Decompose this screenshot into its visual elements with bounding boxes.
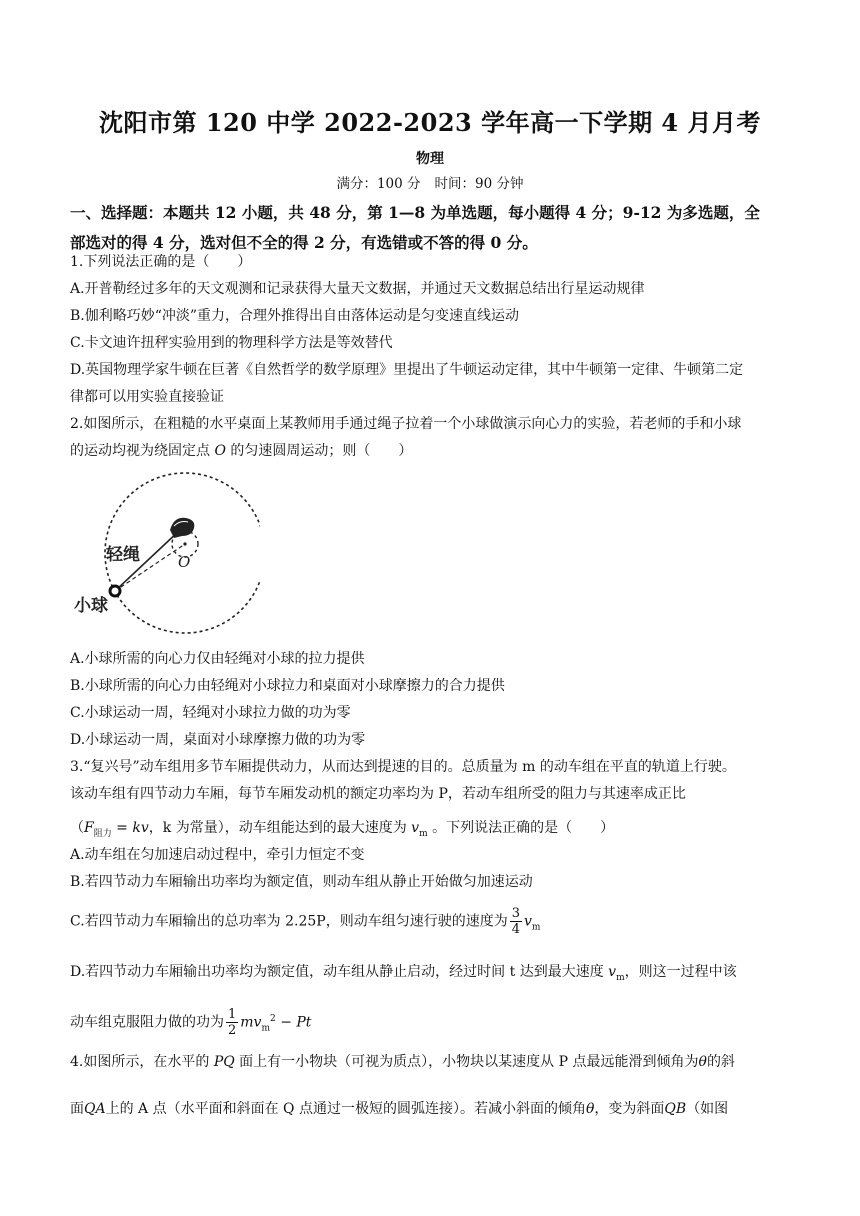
fraction-numerator: 3 xyxy=(511,906,520,921)
q4-line2-text-mid2: ，变为斜面 xyxy=(594,1101,665,1117)
q2-option-b: B.小球所需的向心力由轻绳对小球拉力和桌面对小球摩擦力的合力提供 xyxy=(70,678,505,694)
q2-stem-line1: 2.如图所示，在粗糙的水平桌面上某教师用手通过绳子拉着一个小球做演示向心力的实验，若老师的手和小球 xyxy=(70,416,742,432)
rope-label: 轻绳 xyxy=(106,545,140,565)
q3-paren-open: （ xyxy=(70,820,84,836)
section-heading-line2: 部选对的得 4 分，选对但不全的得 2 分，有选错或不答的得 0 分。 xyxy=(70,233,538,252)
minus-pt: − Pt xyxy=(275,1014,312,1031)
center-point xyxy=(183,542,186,545)
qa-label: QA xyxy=(84,1101,106,1117)
force-subscript: 阻力 xyxy=(93,828,112,839)
q3-option-d-text-end: ，则这一过程中该 xyxy=(624,964,737,980)
section-heading xyxy=(70,198,794,258)
q1-option-d-line2: 律都可以用实验直接验证 xyxy=(70,389,224,405)
exam-title: 沈阳市第 120 中学 2022-2023 学年高一下学期 4 月月考 xyxy=(99,108,761,137)
q3-option-b: B.若四节动力车厢输出功率均为额定值，则动车组从静止开始做匀加速运动 xyxy=(70,874,533,890)
subject-label: 物理 xyxy=(416,151,444,167)
force-equation: = kv xyxy=(111,820,149,836)
q3-option-c xyxy=(70,906,794,937)
q1-option-d-line1: D.英国物理学家牛顿在巨著《自然哲学的数学原理》里提出了牛顿运动定律，其中牛顿第一定律、牛顿第二定 xyxy=(70,362,744,378)
ball-icon xyxy=(110,586,120,596)
q3-option-c-text: C.若四节动力车厢输出的总功率为 2.25P，则动车组匀速行驶的速度为 xyxy=(70,913,508,930)
circular-motion-figure xyxy=(70,468,260,638)
velocity-subscript: m xyxy=(261,1023,271,1034)
hand-icon xyxy=(170,518,194,538)
theta-symbol: θ xyxy=(585,1101,595,1117)
q1-option-a: A.开普勒经过多年的天文观测和记录获得大量天文数据，并通过天文数据总结出行星运动规律 xyxy=(70,281,645,297)
q2-stem-text: 的运动均视为绕固定点 xyxy=(70,443,215,459)
fraction-numerator: 1 xyxy=(228,1007,237,1022)
square-exponent: 2 xyxy=(270,1013,276,1024)
ball-label: 小球 xyxy=(74,596,108,616)
q3-stem-line1: 3.“复兴号”动车组用多节车厢提供动力，从而达到提速的目的。总质量为 m 的动车组在平直的轨道上行驶。 xyxy=(70,759,736,775)
section-heading-line1: 一、选择题：本题共 12 小题，共 48 分，第 1—8 为单选题，每小题得 4 分；9-12 为多选题，全 xyxy=(70,203,760,222)
q4-text: 4.如图所示，在水平的 xyxy=(70,1054,214,1070)
q3-option-a: A.动车组在匀加速启动过程中，牵引力恒定不变 xyxy=(70,847,365,863)
q3-stem-text: ，k 为常量），动车组能达到的最大速度为 xyxy=(148,820,412,836)
velocity-symbol: v xyxy=(411,820,420,836)
velocity-symbol: v xyxy=(524,913,532,930)
q4-text-mid: 面上有一小物块（可视为质点），小物块以某速度从 P 点最远能滑到倾角为 xyxy=(234,1054,699,1070)
q4-text-end: 的斜 xyxy=(706,1054,735,1070)
q2-option-d: D.小球运动一周，桌面对小球摩擦力做的功为零 xyxy=(70,732,366,748)
force-symbol: F xyxy=(84,820,94,836)
q4-line1 xyxy=(70,1052,794,1072)
q4-line2-text-end: （如图 xyxy=(686,1101,729,1117)
fraction-denominator: 2 xyxy=(228,1023,237,1038)
velocity-subscript: m xyxy=(531,922,541,933)
q1-option-c: C.卡文迪许扭秤实验用到的物理科学方法是等效替代 xyxy=(70,335,393,351)
qb-label: QB xyxy=(664,1101,687,1117)
pq-label: PQ xyxy=(213,1054,235,1070)
velocity-subscript: m xyxy=(419,828,428,839)
q1-stem: 1.下列说法正确的是（ ） xyxy=(70,254,252,270)
q1-option-b: B.伽利略巧妙“冲淡”重力，合理外推得出自由落体运动是匀变速直线运动 xyxy=(70,308,520,324)
fraction-denominator: 4 xyxy=(511,922,520,937)
point-o-label: O xyxy=(214,443,226,459)
theta-symbol: θ xyxy=(698,1054,707,1070)
center-label: O xyxy=(178,553,191,571)
q4-line2-text: 面 xyxy=(70,1101,84,1117)
exam-meta xyxy=(0,172,860,192)
velocity-symbol: v xyxy=(608,964,617,980)
full-marks: 满分：100 分 xyxy=(336,176,421,192)
q2-option-a: A.小球所需的向心力仅由轻绳对小球的拉力提供 xyxy=(70,651,365,667)
fraction-one-half xyxy=(226,1007,238,1038)
velocity-subscript: m xyxy=(616,972,625,983)
q4-line2-text-mid: 上的 A 点（水平面和斜面在 Q 点通过一极短的圆弧连接）。若减小斜面的倾角 xyxy=(105,1101,586,1117)
q2-stem-text-end: 的匀速圆周运动；则（ ） xyxy=(225,443,413,459)
q2-stem-line2 xyxy=(70,441,794,461)
exam-time: 时间：90 分钟 xyxy=(434,176,524,192)
q3-option-d-text: D.若四节动力车厢输出功率均为额定值，动车组从静止启动，经过时间 t 达到最大速度 xyxy=(70,964,609,980)
q3-option-d-line1 xyxy=(70,962,794,988)
q3-stem-text-end: 。下列说法正确的是（ ） xyxy=(427,820,615,836)
q3-option-d-line2 xyxy=(70,1007,794,1038)
q3-stem-line2: 该动车组有四节动力车厢，每节车厢发动机的额定功率均为 P，若动车组所受的阻力与其速率成正比 xyxy=(70,786,686,802)
q2-option-c: C.小球运动一周，轻绳对小球拉力做的功为零 xyxy=(70,705,351,721)
mv-symbol: mv xyxy=(240,1014,262,1031)
q3-option-d-line2-text: 动车组克服阻力做的功为 xyxy=(70,1014,224,1031)
q4-line2 xyxy=(70,1099,794,1119)
fraction-three-quarters xyxy=(510,906,522,937)
q3-stem-line3 xyxy=(70,818,794,844)
